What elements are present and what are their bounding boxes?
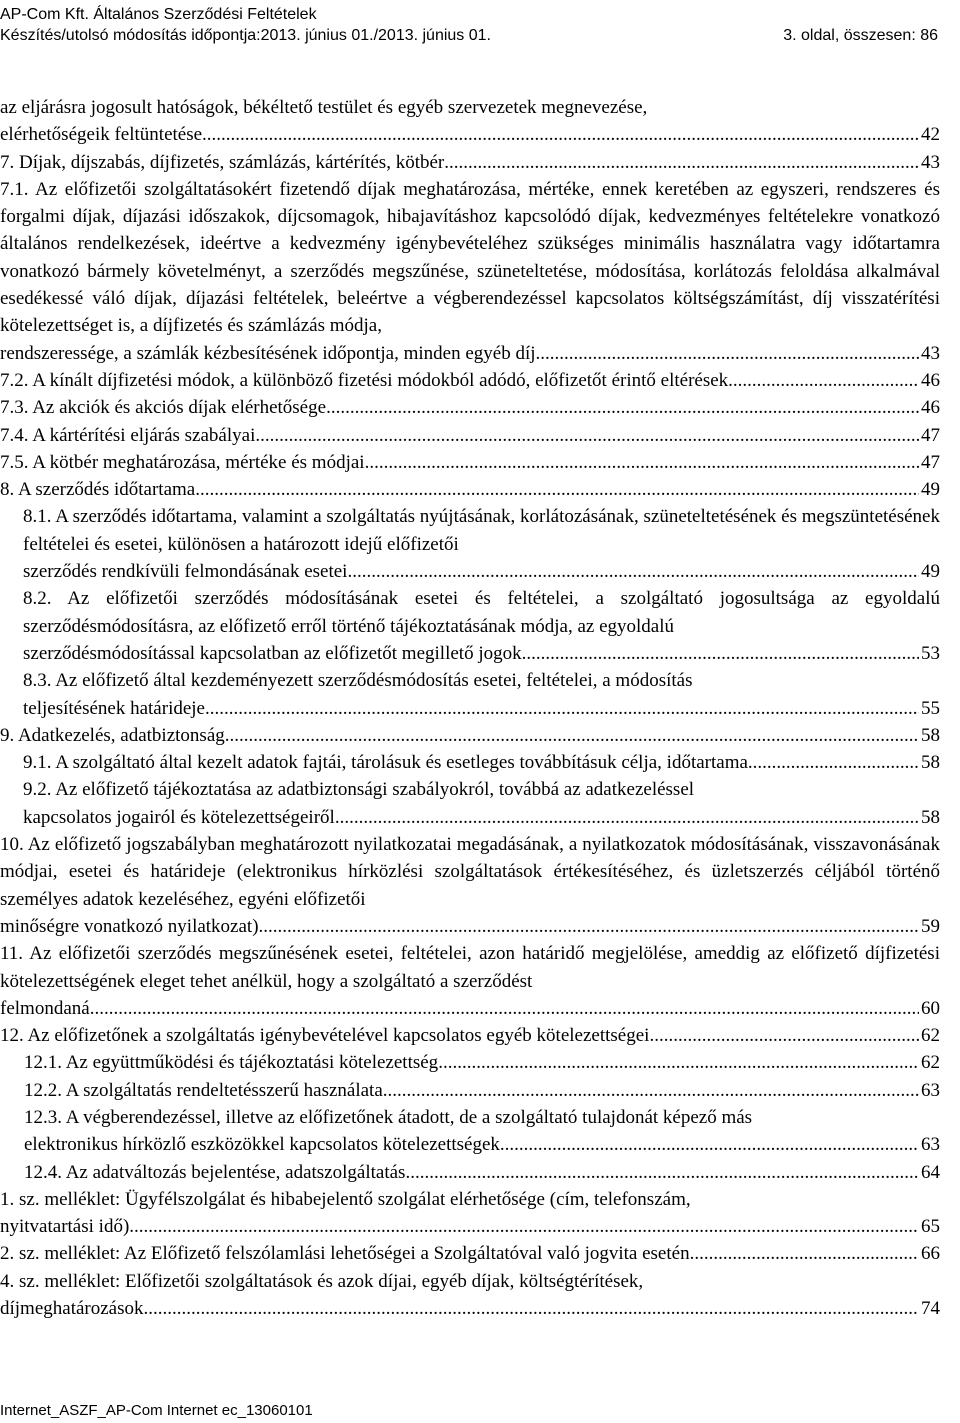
toc-page-number: 49 [921,479,940,501]
header-title: AP-Com Kft. Általános Szerződési Feltételek [0,6,317,23]
toc-page-number: 62 [921,1052,940,1074]
toc-entry-line [23,749,940,776]
toc-leader-dots [255,422,919,449]
toc-entry-line [0,476,940,503]
toc-page-number: 66 [921,1243,940,1265]
toc-entry-title: minőségre vonatkozó nyilatkozat) [0,915,259,937]
toc-entry-title: elektronikus hírközlő eszközökkel kapcsolatos kötelezettségek [24,1134,500,1156]
toc-page-number: 59 [921,915,940,937]
toc-entry[interactable] [0,831,940,940]
toc-entry-title: 12.4. Az adatváltozás bejelentése, adatszolgáltatás [24,1161,406,1183]
toc-entry-line [0,367,940,394]
toc-entry-line [24,1131,940,1158]
page-footer: Internet_ASZF_AP-Com Internet ec_13060101 [0,1402,313,1419]
toc-entry[interactable] [0,940,940,1022]
toc-entry-line [0,913,940,940]
toc-leader-dots [347,558,919,585]
toc-entry-title: nyitvatartási idő) [0,1216,130,1238]
toc-entry-title: 7.3. Az akciók és akciós díjak elérhetősége [0,397,327,419]
toc-leader-dots [202,121,919,148]
toc-entry[interactable] [0,776,940,831]
toc-entry-title: felmondaná [0,997,90,1019]
toc-entry-line [0,1295,940,1322]
toc-leader-dots [748,749,919,776]
toc-entry-line [0,1213,940,1240]
toc-leader-dots [326,394,919,421]
toc-entry-text: 7.1. Az előfizetői szolgáltatásokért fizetendő díjak meghatározása, mértéke, ennek keretében az egyszeri, rendszeres és forgalmi díjak, díjazási időszakok, díjcsomagok, hibajavításhoz kapcsolódó díjak, kedvezményes feltételekre vonatkozó általános rendelkezések, ideértve a kedvezmény igénybevételéhez szükséges minimális használatra vagy időtartamra vonatkozó bármely követelményt, a szerződés megszűnése, szüneteltetése, módosítása, korlátozás feloldása alkalmával esedékessé váló díjak, díjazási feltételek, beleértve a végberendezéssel kapcsolatos költségszámítást, díj visszatérítési kötelezettséget is, a díjfizetés és számlázás módja, [0,178,940,337]
toc-entry[interactable] [0,476,940,503]
toc-entry-line [0,149,940,176]
toc-leader-dots [500,1131,919,1158]
toc-leader-dots [195,476,919,503]
toc-page-number: 47 [921,424,940,446]
toc-entry-title: 7. Díjak, díjszabás, díjfizetés, számlázás, kártérítés, kötbér [0,151,445,173]
toc-entry-text: 11. Az előfizetői szerződés megszűnésének esetei, feltételei, azon határidő megjelölése, ameddig az előfizető díjfizetési kötelezettségének eleget tehet anélkül, hogy a szolgáltató a szerződést [0,943,940,992]
toc-leader-dots [365,449,919,476]
toc-entry-text: 10. Az előfizető jogszabályban meghatározott nyilatkozatai megadásának, a nyilatkozatok módosításának, visszavonásának módjai, esetei és határideje (elektronikus hírközlési szolgáltatások értékesítéséhez, és üzletszerzés céljából történő személyes adatok kezeléséhez, egyéni előfizetői [0,834,940,910]
toc-entry-line [23,804,940,831]
toc-entry-line [23,640,940,667]
toc-entry[interactable] [0,749,940,776]
toc-page-number: 58 [921,724,940,746]
toc-entry-text: 8.2. Az előfizetői szerződés módosításának esetei és feltételei, a szolgáltató jogosultsága az egyoldalú szerződésmódosításra, az előfizető erről történő tájékoztatásának módja, az egyoldalú [23,588,940,637]
toc-entry-text: az eljárásra jogosult hatóságok, békéltető testület és egyéb szervezetek megnevezése, [0,97,648,118]
toc-leader-dots [205,695,919,722]
toc-leader-dots [728,367,919,394]
toc-leader-dots [438,1049,919,1076]
toc-entry-line [23,558,940,585]
toc-entry-text: 4. sz. melléklet: Előfizetői szolgáltatások és azok díjai, egyéb díjak, költségtérítések, [0,1270,644,1292]
toc-page-number: 53 [921,642,940,664]
toc-leader-dots [259,913,919,940]
toc-entry[interactable] [0,1268,940,1323]
toc-entry[interactable] [0,722,940,749]
toc-page-number: 65 [921,1216,940,1238]
toc-leader-dots [522,640,919,667]
toc-entry[interactable] [0,1240,940,1267]
toc-entry-line [23,695,940,722]
toc-entry-title: 9.1. A szolgáltató által kezelt adatok fajtái, tárolásuk és esetleges továbbításuk célja, időtartama [23,752,748,774]
toc-entry-line [0,995,940,1022]
toc-entry[interactable] [0,503,940,585]
header-modified-date: Készítés/utolsó módosítás időpontja:2013. június 01./2013. június 01. [0,27,491,44]
toc-entry-text: 8.1. A szerződés időtartama, valamint a szolgáltatás nyújtásának, korlátozásának, szüneteltetésének és megszüntetésének feltételei és esetei, különösen a határozott idejű előfizetői [23,506,940,555]
toc-entry-title: kapcsolatos jogairól és kötelezettségeiről [23,806,335,828]
toc-entry-title: 12. Az előfizetőnek a szolgáltatás igénybevételével kapcsolatos egyéb kötelezettségei [0,1025,650,1047]
toc-entry-line [0,394,940,421]
toc-entry[interactable] [0,94,940,149]
toc-leader-dots [129,1213,919,1240]
toc-entry-title: 9. Adatkezelés, adatbiztonság [0,724,225,746]
toc-entry-title: szerződés rendkívüli felmondásának esetei [23,561,348,583]
toc-entry-line [0,1022,940,1049]
toc-entry-line [0,1240,940,1267]
toc-page-number: 62 [921,1025,940,1047]
toc-page-number: 42 [921,124,940,146]
toc-entry[interactable] [0,1077,940,1104]
toc-entry-title: rendszeressége, a számlák kézbesítésének időpontja, minden egyéb díj [0,342,536,364]
toc-entry[interactable] [0,1022,940,1049]
toc-page-number: 63 [921,1079,940,1101]
toc-entry[interactable] [0,1049,940,1076]
toc-entry-text: 8.3. Az előfizető által kezdeményezett szerződésmódosítás esetei, feltételei, a módosítás [23,670,693,692]
toc-entry-text: 1. sz. melléklet: Ügyfélszolgálat és hibabejelentő szolgálat elérhetősége (cím, telefonszám, [0,1188,691,1210]
toc-entry-line [0,449,940,476]
toc-leader-dots [405,1159,919,1186]
toc-entry-title: 7.2. A kínált díjfizetési módok, a különböző fizetési módokból adódó, előfizetőt érintő eltérések [0,369,729,391]
toc-entry-title: szerződésmódosítással kapcsolatban az előfizetőt megillető jogok [23,642,522,664]
toc-entry-line [24,1077,940,1104]
toc-entry-line [0,422,940,449]
toc-page-number: 64 [921,1161,940,1183]
toc-entry-title: 7.5. A kötbér meghatározása, mértéke és módjai [0,451,365,473]
toc-entry[interactable] [0,367,940,394]
toc-leader-dots [335,804,919,831]
toc-leader-dots [444,149,919,176]
header-page-info: 3. oldal, összesen: 86 [783,27,938,44]
toc-page-number: 74 [921,1298,940,1320]
toc-entry-line [0,340,940,367]
toc-entry[interactable] [0,394,940,421]
toc-entry[interactable] [0,422,940,449]
toc-entry-title: díjmeghatározások [0,1298,144,1320]
toc-page-number: 58 [921,752,940,774]
toc-entry-line [24,1159,940,1186]
toc-entry[interactable] [0,176,940,367]
toc-leader-dots [690,1240,919,1267]
toc-page-number: 46 [921,397,940,419]
toc-leader-dots [90,995,919,1022]
toc-page-number: 58 [921,806,940,828]
toc-entry-title: 8. A szerződés időtartama [0,479,196,501]
toc-entry[interactable] [0,1186,940,1241]
toc-entry-line [0,722,940,749]
toc-page-number: 49 [921,561,940,583]
toc-page-number: 47 [921,451,940,473]
toc-leader-dots [383,1077,919,1104]
toc-entry-text: 12.3. A végberendezéssel, illetve az előfizetőnek átadott, de a szolgáltató tulajdonát képező más [24,1106,753,1128]
toc-entry-title: 7.4. A kártérítési eljárás szabályai [0,424,256,446]
toc-entry-line [24,1049,940,1076]
toc-entry-title: 12.2. A szolgáltatás rendeltetésszerű használata [24,1079,383,1101]
toc-entry[interactable] [0,1159,940,1186]
toc-entry-line [0,121,940,148]
toc-leader-dots [536,340,920,367]
toc-entry[interactable] [0,667,940,722]
toc-entry-title: elérhetőségeik feltüntetése [0,124,203,146]
toc-entry[interactable] [0,149,940,176]
toc-page-number: 46 [921,369,940,391]
table-of-contents [0,94,940,1322]
toc-page-number: 60 [921,997,940,1019]
toc-entry-title: 12.1. Az együttműködési és tájékoztatási kötelezettség [24,1052,439,1074]
toc-entry-title: 2. sz. melléklet: Az Előfizető felszólamlási lehetőségei a Szolgáltatóval való jogvita esetén [0,1243,690,1265]
toc-entry[interactable] [0,449,940,476]
toc-leader-dots [649,1022,919,1049]
toc-page-number: 43 [921,342,940,364]
toc-entry-text: 9.2. Az előfizető tájékoztatása az adatbiztonsági szabályokról, továbbá az adatkezeléssel [23,779,695,801]
toc-leader-dots [144,1295,919,1322]
toc-leader-dots [225,722,919,749]
header-left [0,4,491,46]
toc-entry[interactable] [0,1104,940,1159]
toc-page-number: 43 [921,151,940,173]
toc-entry-title: teljesítésének határideje [23,697,205,719]
toc-entry[interactable] [0,585,940,667]
toc-page-number: 63 [921,1134,940,1156]
toc-page-number: 55 [921,697,940,719]
